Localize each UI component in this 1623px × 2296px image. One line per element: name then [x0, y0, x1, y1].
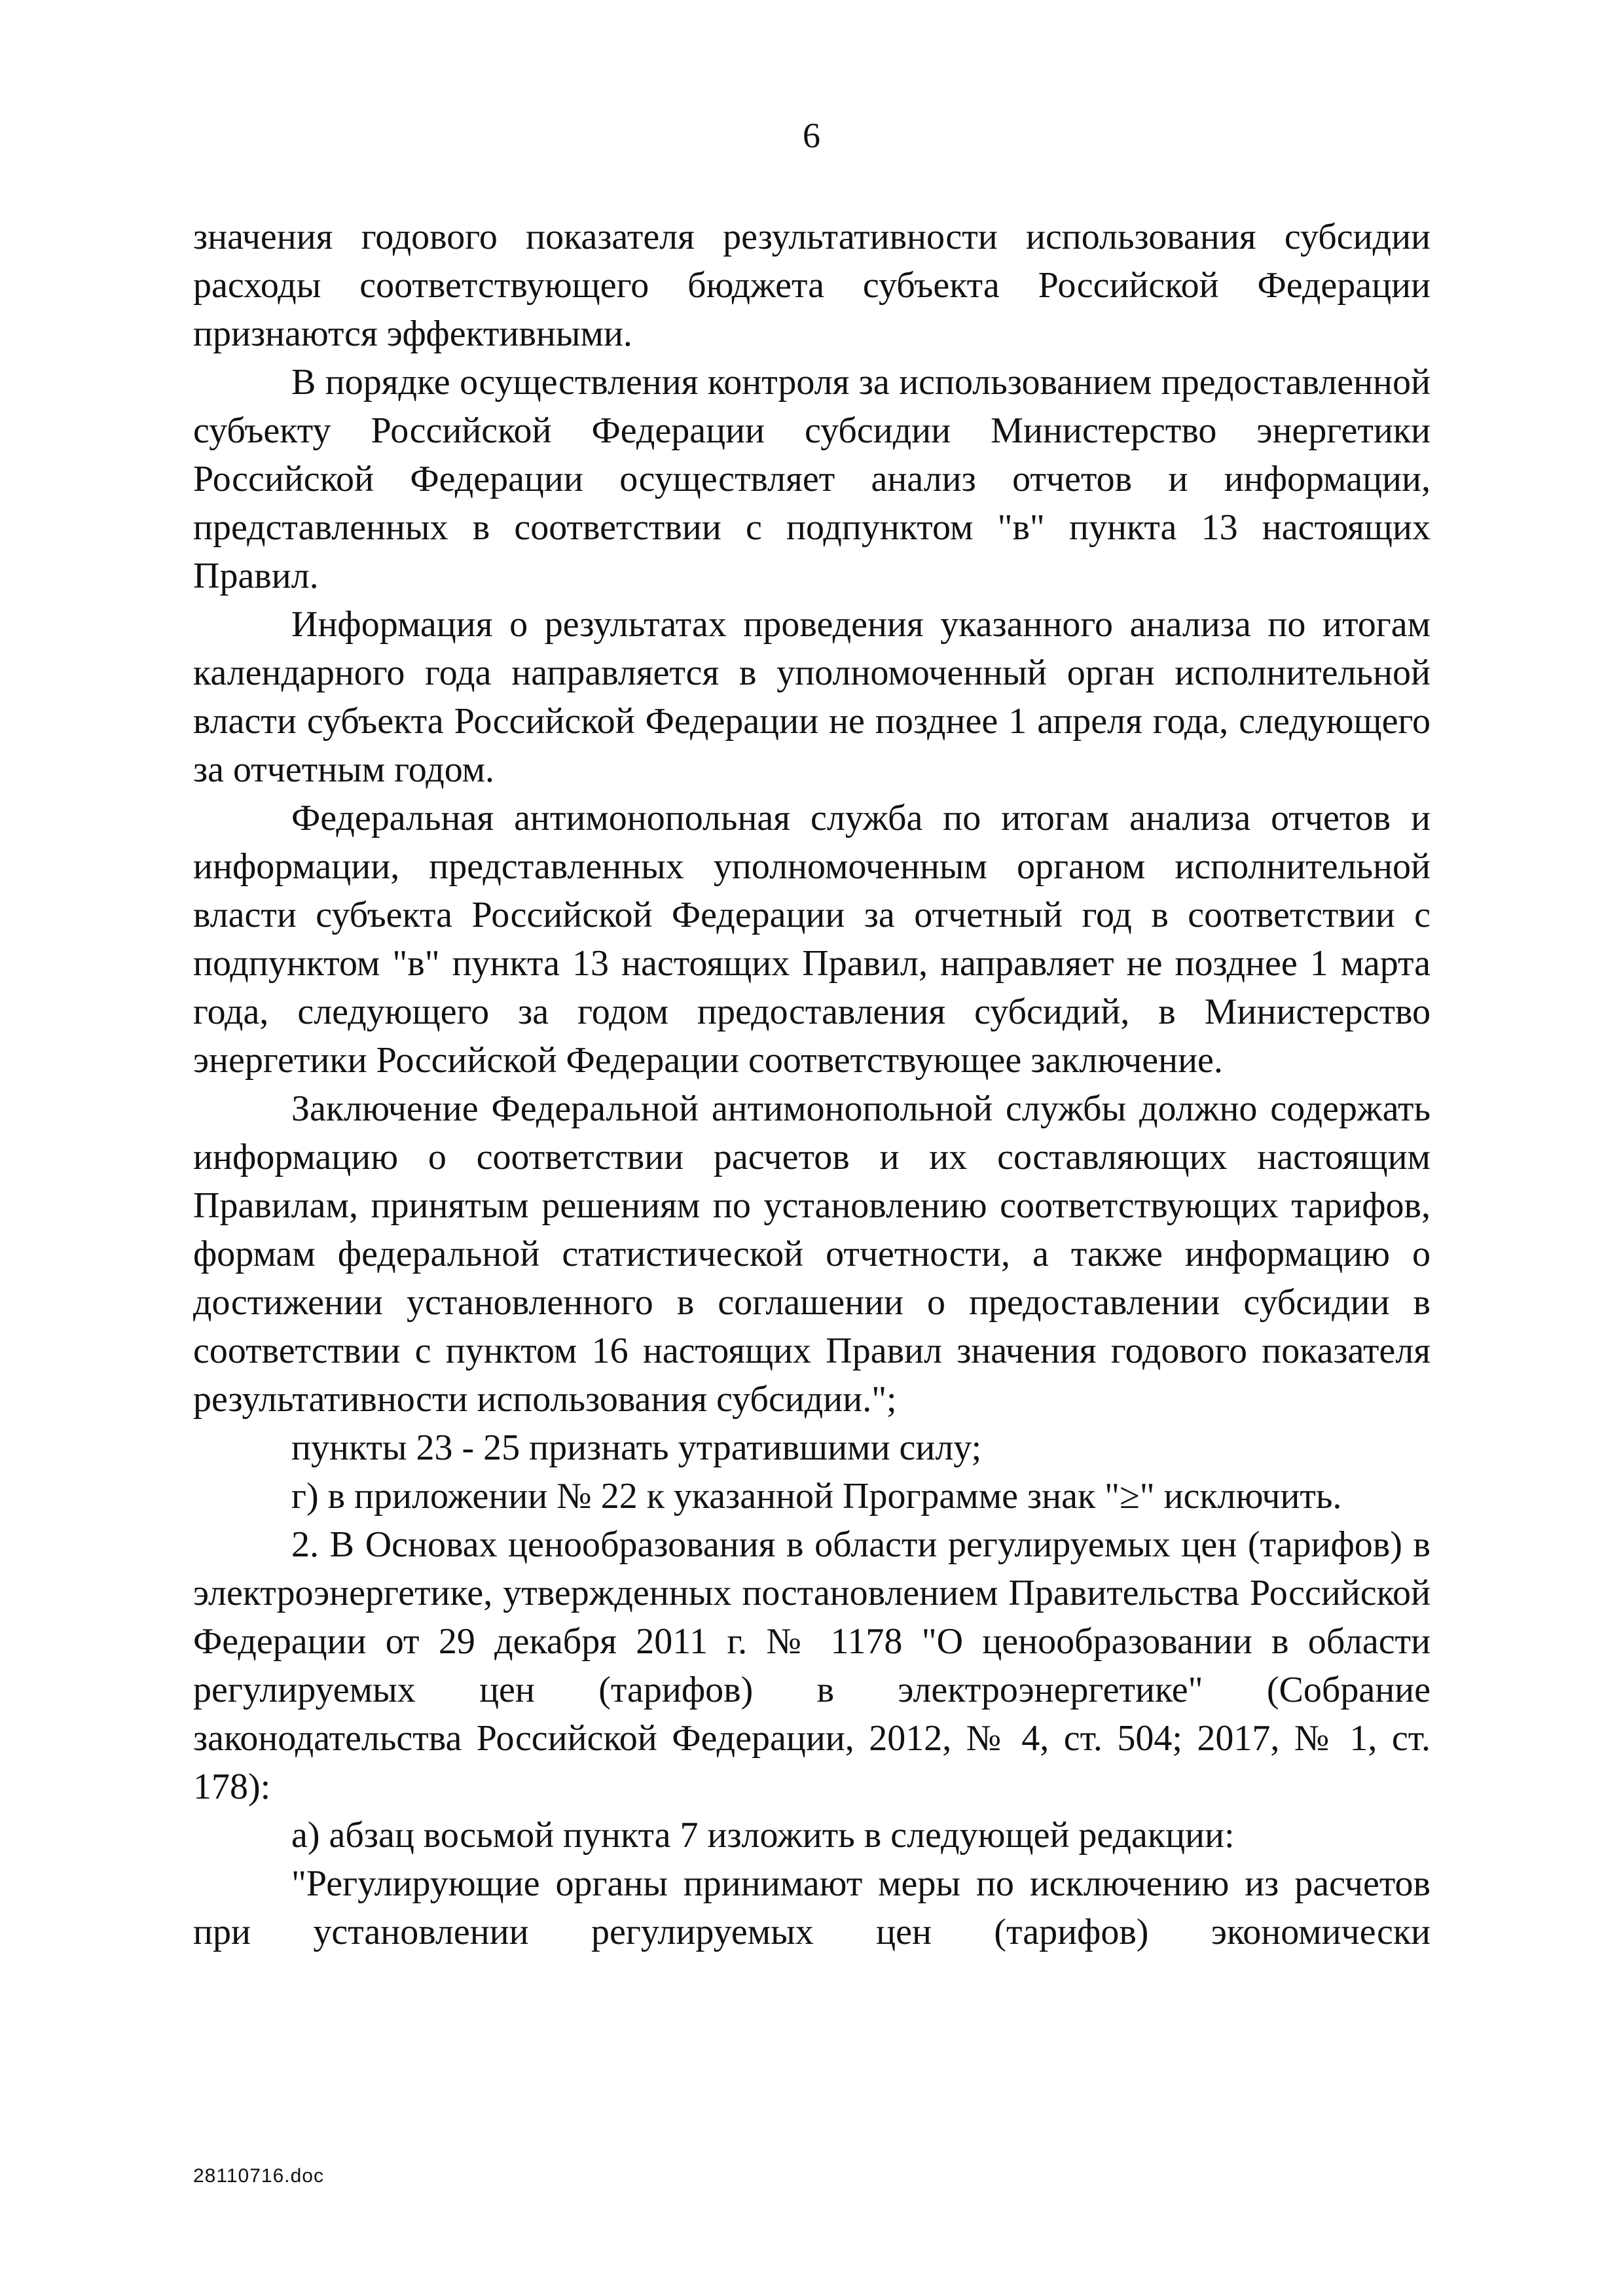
paragraph: В порядке осуществления контроля за использованием предоставленной субъекту Российской Федерации субсидии Министерство энергетики Российской Федерации осуществляет анализ отчетов и информации, представленных в соответствии с подпунктом "в" пункта 13 настоящих Правил.	[193, 362, 1431, 596]
paragraph: а) абзац восьмой пункта 7 изложить в следующей редакции:	[291, 1815, 1235, 1856]
page-number: 6	[803, 116, 820, 155]
paragraph: Федеральная антимонопольная служба по итогам анализа отчетов и информации, представленных уполномоченным органом исполнительной власти субъекта Российской Федерации за отчетный год в соответствии с подпунктом "в" пункта 13 настоящих Правил, направляет не позднее 1 марта года, следующего за годом предоставления субсидий, в Министерство энергетики Российской Федерации соответствующее заключение.	[193, 798, 1431, 1081]
paragraph: Информация о результатах проведения указанного анализа по итогам календарного года направляется в уполномоченный орган исполнительной власти субъекта Российской Федерации не позднее 1 апреля года, следующего за отчетным годом.	[193, 604, 1431, 790]
paragraph: 2. В Основах ценообразования в области регулируемых цен (тарифов) в электроэнергетике, утвержденных постановлением Правительства Российской Федерации от 29 декабря 2011 г. № 1178 "О ценообразовании в области регулируемых цен (тарифов) в электроэнергетике" (Собрание законодательства Российской Федерации, 2012, № 4, ст. 504; 2017, № 1, ст. 178):	[193, 1524, 1431, 1807]
paragraph: значения годового показателя результативности использования субсидии расходы соответствующего бюджета субъекта Российской Федерации признаются эффективными.	[193, 217, 1431, 354]
footer-filename: 28110716.doc	[193, 2165, 324, 2187]
paragraph: "Регулирующие органы принимают меры по исключению из расчетов при установлении регулируемых цен (тарифов) экономически	[193, 1863, 1431, 1952]
document-body	[193, 213, 1431, 1956]
paragraph: г) в приложении № 22 к указанной Программе знак "≥" исключить.	[291, 1476, 1342, 1516]
paragraph: Заключение Федеральной антимонопольной службы должно содержать информацию о соответствии расчетов и их составляющих настоящим Правилам, принятым решениям по установлению соответствующих тарифов, формам федеральной статистической отчетности, а также информацию о достижении установленного в соглашении о предоставлении субсидии в соответствии с пунктом 16 настоящих Правил значения годового показателя результативности использования субсидии.";	[193, 1088, 1431, 1420]
paragraph: пункты 23 - 25 признать утратившими силу;	[291, 1427, 982, 1468]
